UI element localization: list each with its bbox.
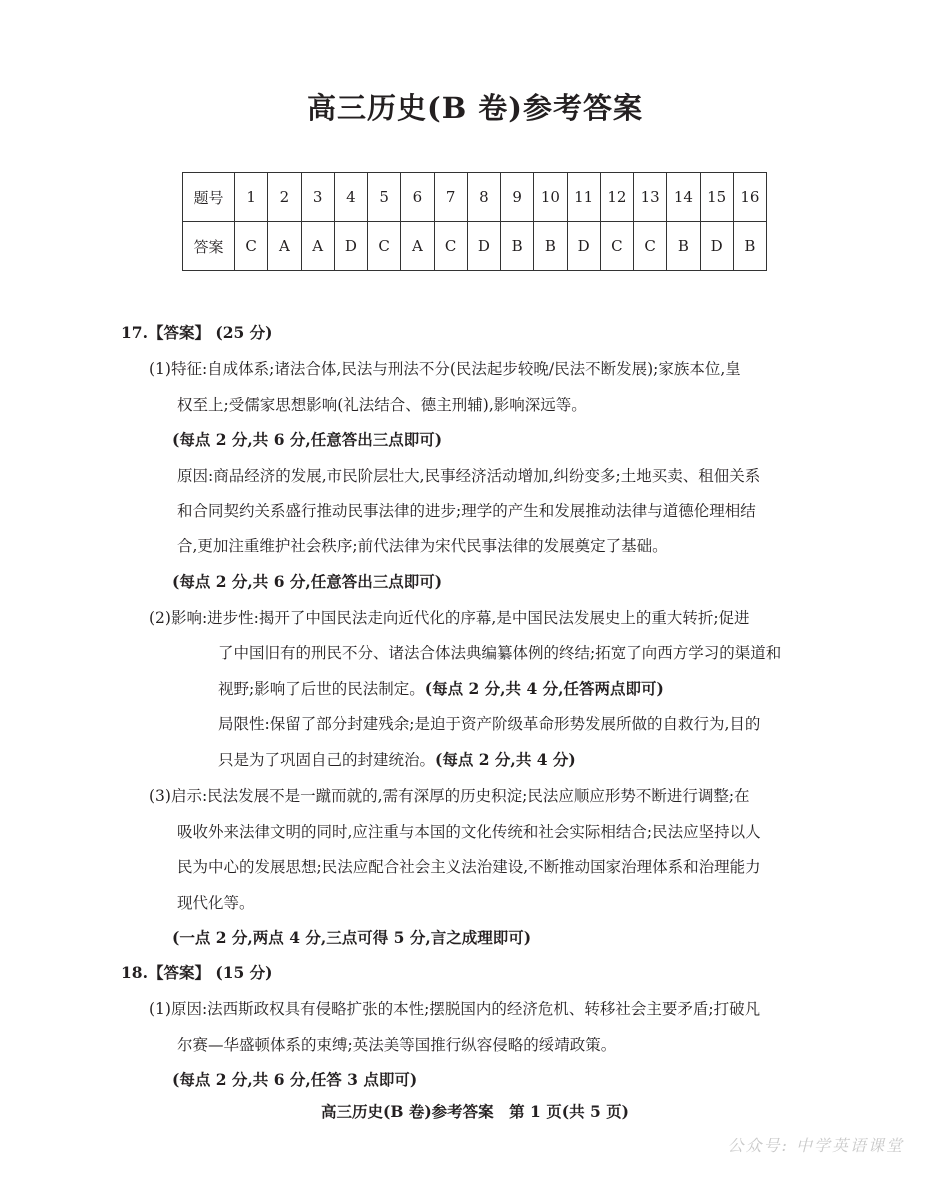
text-line	[218, 679, 664, 699]
page-title: 高三历史(B 卷)参考答案	[306, 91, 644, 125]
answer-cell: B	[667, 222, 700, 271]
row-label-question-number: 题号	[183, 173, 235, 222]
question-number-cell: 9	[501, 173, 534, 222]
question-number-cell: 14	[667, 173, 700, 222]
q17-part3-insights: (3)启示:民法发展不是一蹴而就的,需有深厚的历史积淀;民法应顺应形势不断进行调整;在	[149, 787, 750, 805]
answer-cell: C	[600, 222, 633, 271]
answer-cell: C	[434, 222, 467, 271]
text-line: 了中国旧有的刑民不分、诸法合体法典编纂体例的终结;拓宽了向西方学习的渠道和	[218, 644, 782, 662]
answer-cell: D	[567, 222, 600, 271]
row-label-answer: 答案	[183, 222, 235, 271]
watermark: 公众号: 中学英语课堂	[727, 1136, 904, 1155]
question-number-cell: 2	[268, 173, 301, 222]
text-line: 权至上;受儒家思想影响(礼法结合、德主刑辅),影响深远等。	[177, 396, 587, 414]
text-line: 和合同契约关系盛行推动民事法律的进步;理学的产生和发展推动法律与道德伦理相结	[177, 502, 756, 520]
question-number-cell: 12	[600, 173, 633, 222]
question-number-cell: 8	[467, 173, 500, 222]
question-number-cell: 4	[334, 173, 367, 222]
answer-cell: A	[401, 222, 434, 271]
answer-cell: C	[368, 222, 401, 271]
answer-cell: D	[467, 222, 500, 271]
text-line: 民为中心的发展思想;民法应配合社会主义法治建设,不断推动国家治理体系和治理能力	[177, 858, 761, 876]
answer-cell: B	[733, 222, 766, 271]
q17-part1-reasons: 原因:商品经济的发展,市民阶层壮大,民事经济活动增加,纠纷变多;土地买卖、租佃关系	[177, 467, 761, 485]
scoring-note: (每点 2 分,共 6 分,任意答出三点即可)	[172, 572, 443, 591]
q18-part1-reasons: (1)原因:法西斯政权具有侵略扩张的本性;摆脱国内的经济危机、转移社会主要矛盾;打破凡	[149, 1000, 761, 1018]
text-line-content: 只是为了巩固自己的封建统治。	[218, 751, 436, 769]
text-line-content: 视野;影响了后世的民法制定。	[218, 680, 425, 698]
answer-cell: B	[534, 222, 567, 271]
page-footer: 高三历史(B 卷)参考答案 第 1 页(共 5 页)	[321, 1102, 629, 1121]
answer-cell: B	[501, 222, 534, 271]
answer-cell: D	[700, 222, 733, 271]
question-18-heading: 18.【答案】 (15 分)	[121, 963, 273, 982]
question-number-cell: 13	[634, 173, 667, 222]
answer-cell: A	[268, 222, 301, 271]
text-line: 合,更加注重维护社会秩序;前代法律为宋代民事法律的发展奠定了基础。	[177, 537, 668, 555]
question-number-cell: 5	[368, 173, 401, 222]
answer-table	[182, 172, 767, 271]
answer-cell: C	[235, 222, 268, 271]
question-number-row	[183, 173, 767, 222]
scoring-note: (每点 2 分,共 6 分,任意答出三点即可)	[172, 430, 443, 449]
scoring-note: (每点 2 分,共 6 分,任答 3 点即可)	[172, 1070, 418, 1089]
question-number-cell: 3	[301, 173, 334, 222]
text-line: 吸收外来法律文明的同时,应注重与本国的文化传统和社会实际相结合;民法应坚持以人	[177, 823, 761, 841]
question-number-cell: 10	[534, 173, 567, 222]
question-number-cell: 11	[567, 173, 600, 222]
text-line: 现代化等。	[177, 894, 255, 912]
q17-part2-impact: (2)影响:进步性:揭开了中国民法走向近代化的序幕,是中国民法发展史上的重大转折;促进	[149, 609, 750, 627]
scoring-note: (每点 2 分,共 4 分,任答两点即可)	[424, 679, 664, 698]
answer-cell: C	[634, 222, 667, 271]
question-number-cell: 15	[700, 173, 733, 222]
answer-cell: D	[334, 222, 367, 271]
text-line: 尔赛—华盛顿体系的束缚;英法美等国推行纵容侵略的绥靖政策。	[177, 1036, 617, 1054]
text-line	[218, 750, 576, 770]
question-number-cell: 7	[434, 173, 467, 222]
q17-part1-features: (1)特征:自成体系;诸法合体,民法与刑法不分(民法起步较晚/民法不断发展);家族本位,皇	[149, 360, 741, 378]
question-number-cell: 16	[733, 173, 766, 222]
answer-row	[183, 222, 767, 271]
scoring-note: (一点 2 分,两点 4 分,三点可得 5 分,言之成理即可)	[172, 928, 532, 947]
answer-cell: A	[301, 222, 334, 271]
question-number-cell: 6	[401, 173, 434, 222]
question-number-cell: 1	[235, 173, 268, 222]
question-17-heading: 17.【答案】 (25 分)	[121, 323, 273, 342]
scoring-note: (每点 2 分,共 4 分)	[435, 750, 576, 769]
q17-part2-limitations: 局限性:保留了部分封建残余;是迫于资产阶级革命形势发展所做的自救行为,目的	[218, 715, 761, 733]
